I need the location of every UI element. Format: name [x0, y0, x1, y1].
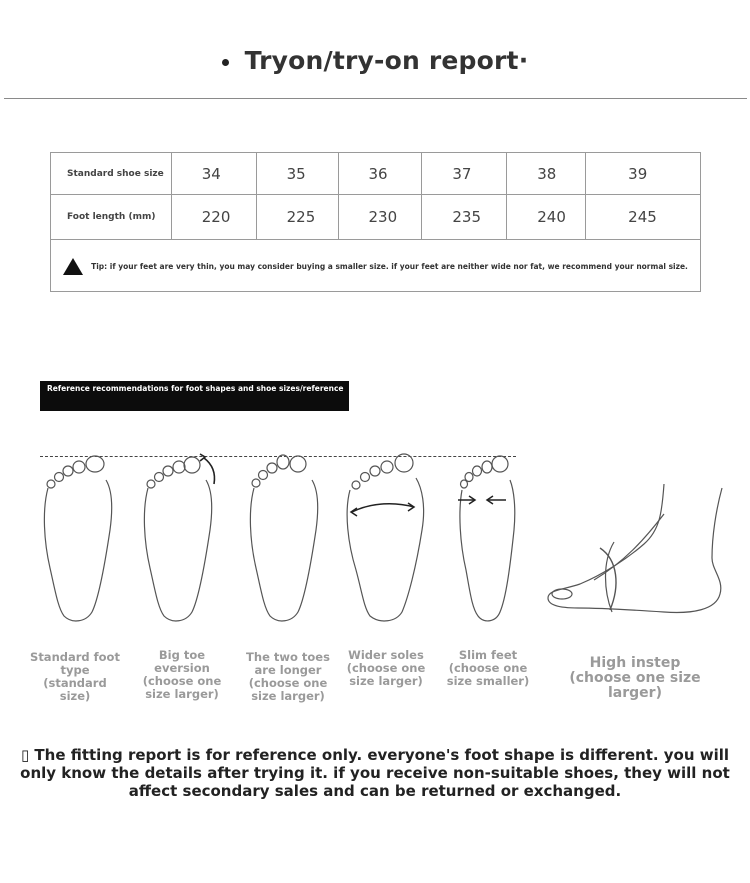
length-cell: 245: [586, 195, 701, 240]
size-cell: 39: [586, 153, 701, 195]
big-toe-eversion-foot-icon: [128, 450, 228, 625]
long-toes-foot-icon: [234, 450, 334, 625]
shape-caption-slim: Slim feet (choose one size smaller): [446, 648, 530, 688]
length-cell: 240: [507, 195, 586, 240]
standard-foot-icon: [28, 450, 128, 625]
length-cell: 220: [171, 195, 256, 240]
shape-caption-standard: Standard foot type (standard size): [30, 650, 120, 703]
bullet-icon: [222, 59, 229, 66]
length-cell: 235: [422, 195, 507, 240]
reference-banner: Reference recommendations for foot shapes and shoe sizes/reference: [40, 381, 349, 411]
tip-cell: [51, 240, 701, 292]
shape-caption-high-instep: High instep (choose one size larger): [569, 655, 701, 701]
length-cell: 225: [256, 195, 338, 240]
slim-foot-icon: [438, 450, 538, 625]
size-row: [51, 153, 701, 195]
report-header: [0, 46, 750, 75]
size-cell: 37: [422, 153, 507, 195]
shape-caption-wide-soles: Wider soles (choose one size larger): [346, 648, 426, 688]
tip-row: [51, 240, 701, 292]
shape-caption-big-toe: Big toe eversion (choose one size larger): [142, 648, 222, 701]
length-cell: 230: [338, 195, 422, 240]
length-row: [51, 195, 701, 240]
page-title: Tryon/try-on report·: [244, 46, 529, 75]
high-instep-foot-icon: [544, 470, 729, 620]
size-cell: 36: [338, 153, 422, 195]
length-row-label: Foot length (mm): [51, 195, 172, 240]
shape-caption-long-toes: The two toes are longer (choose one size larger): [246, 650, 330, 703]
wide-sole-foot-icon: [336, 450, 436, 625]
size-chart-table: [50, 152, 701, 292]
size-cell: 35: [256, 153, 338, 195]
fitting-notice: ▯ The fitting report is for reference only. everyone's foot shape is different. you will only know the details after trying it. if you receive non-suitable shoes, they will not affect secondary sales and can be returned or exchanged.: [20, 746, 730, 800]
header-divider: [4, 98, 747, 99]
size-cell: 38: [507, 153, 586, 195]
warning-triangle-icon: [63, 258, 83, 275]
tip-text: Tip: if your feet are very thin, you may consider buying a smaller size. if your feet are neither wide nor fat, we recommend your normal size.: [91, 262, 688, 271]
size-row-label: Standard shoe size: [51, 153, 172, 195]
size-cell: 34: [171, 153, 256, 195]
